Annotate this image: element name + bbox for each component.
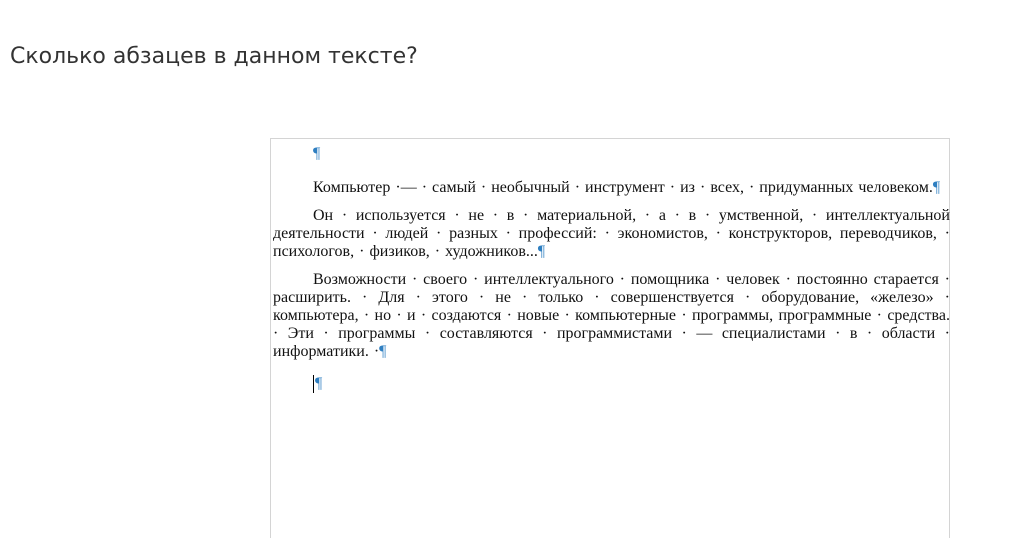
question-text: Сколько абзацев в данном тексте? xyxy=(10,44,418,69)
paragraph-2-text: Он · используется · не · в · материальной, · а · в · умственной, · интеллектуальной деятельности · людей · разных · профессий: · экономистов, · конструкторов, переводчиков, · психологов, · физиков, · художников... xyxy=(273,207,950,260)
paragraph-3-text: Возможности · своего · интеллектуального · помощника · человек · постоянно старается · расширить. · Для · этого · не · только · совершенствуется · оборудование, «железо» · компьютера, · но · и · создаются · новые · компьютерные · программы, программные · средства. · Эти · программы · составляются · программистами · — специалистами · в · области · информатики. · xyxy=(273,271,950,360)
paragraph-2[interactable] xyxy=(273,207,950,261)
text-cursor xyxy=(313,375,314,393)
paragraph-mark-icon: ¶ xyxy=(379,343,387,360)
empty-paragraph-with-cursor[interactable] xyxy=(273,375,950,393)
paragraph-1-text: Компьютер ·— · самый · необычный · инструмент · из · всех, · придуманных человеком. xyxy=(313,179,933,196)
paragraph-mark-icon: ¶ xyxy=(315,375,323,392)
paragraph-mark-icon: ¶ xyxy=(932,179,941,196)
paragraph-1[interactable] xyxy=(273,179,950,197)
empty-paragraph[interactable] xyxy=(273,145,950,163)
document-body[interactable] xyxy=(273,139,950,393)
paragraph-mark-icon: ¶ xyxy=(313,145,321,162)
paragraph-3[interactable] xyxy=(273,271,950,361)
paragraph-mark-icon: ¶ xyxy=(537,243,546,260)
document-page[interactable] xyxy=(270,138,950,538)
